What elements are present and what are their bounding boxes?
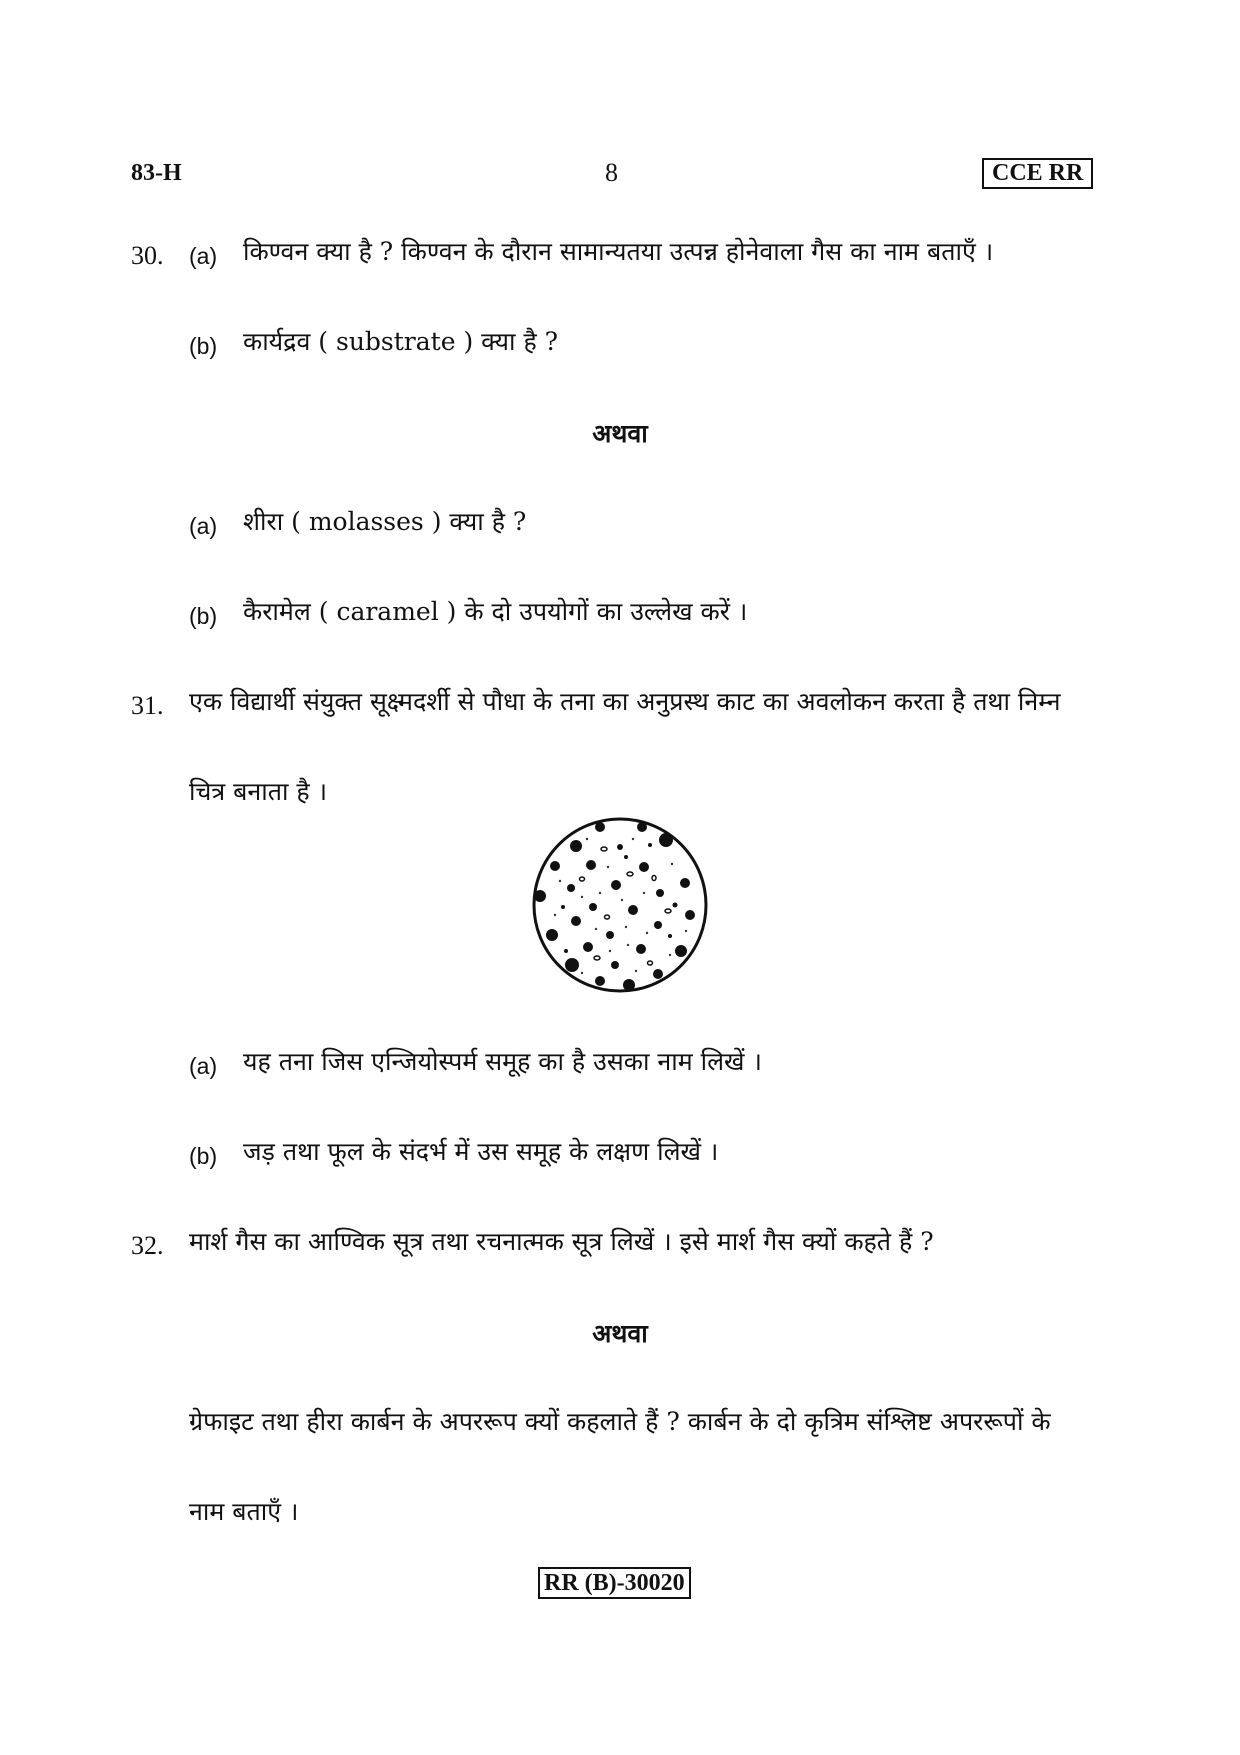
question-31b-text: जड़ तथा फूल के संदर्भ में उस समूह के लक्षण लिखें । bbox=[243, 1137, 719, 1166]
question-30a-label: (a) bbox=[189, 243, 218, 269]
page-number: 8 bbox=[605, 158, 618, 187]
question-30-alt-a-label: (a) bbox=[189, 513, 218, 539]
footer-code-box: RR (B)-30020 bbox=[538, 1567, 691, 1599]
exam-label-box: CCE RR bbox=[982, 158, 1093, 189]
paper-code: 83-H bbox=[131, 160, 182, 186]
question-30-or: अथवा bbox=[592, 419, 648, 448]
question-32-alt-line1: ग्रेफाइट तथा हीरा कार्बन के अपररूप क्यों कहलाते हैं ? कार्बन के दो कृत्रिम संश्लिष्ट अपररूपों के bbox=[189, 1407, 1051, 1436]
question-30-alt-b-label: (b) bbox=[189, 603, 218, 629]
question-32-text: मार्श गैस का आण्विक सूत्र तथा रचनात्मक सूत्र लिखें । इसे मार्श गैस क्यों कहते हैं ? bbox=[189, 1227, 934, 1256]
question-30-alt-b-text: कैरामेल ( caramel ) के दो उपयोगों का उल्लेख करें । bbox=[243, 597, 748, 626]
question-31-number: 31. bbox=[131, 691, 164, 720]
question-32-or: अथवा bbox=[592, 1319, 648, 1348]
question-30a-text: किण्वन क्या है ? किण्वन के दौरान सामान्यतया उत्पन्न होनेवाला गैस का नाम बताएँ । bbox=[243, 237, 994, 266]
question-30b-label: (b) bbox=[189, 333, 218, 359]
question-31b-label: (b) bbox=[189, 1143, 218, 1169]
question-31-text-line1: एक विद्यार्थी संयुक्त सूक्ष्मदर्शी से पौधा के तना का अनुप्रस्थ काट का अवलोकन करता है तथा निम्न bbox=[189, 687, 1061, 716]
question-31a-label: (a) bbox=[189, 1053, 218, 1079]
question-32-alt-line2: नाम बताएँ । bbox=[189, 1497, 299, 1526]
question-31a-text: यह तना जिस एन्जियोस्पर्म समूह का है उसका नाम लिखें । bbox=[243, 1047, 762, 1076]
question-32-number: 32. bbox=[131, 1231, 164, 1260]
question-30-number: 30. bbox=[131, 241, 164, 270]
question-30b-text: कार्यद्रव ( substrate ) क्या है ? bbox=[243, 327, 559, 356]
question-30-alt-a-text: शीरा ( molasses ) क्या है ? bbox=[243, 507, 527, 536]
stem-cross-section-diagram bbox=[530, 815, 710, 995]
question-31-text-line2: चित्र बनाता है । bbox=[189, 777, 328, 806]
